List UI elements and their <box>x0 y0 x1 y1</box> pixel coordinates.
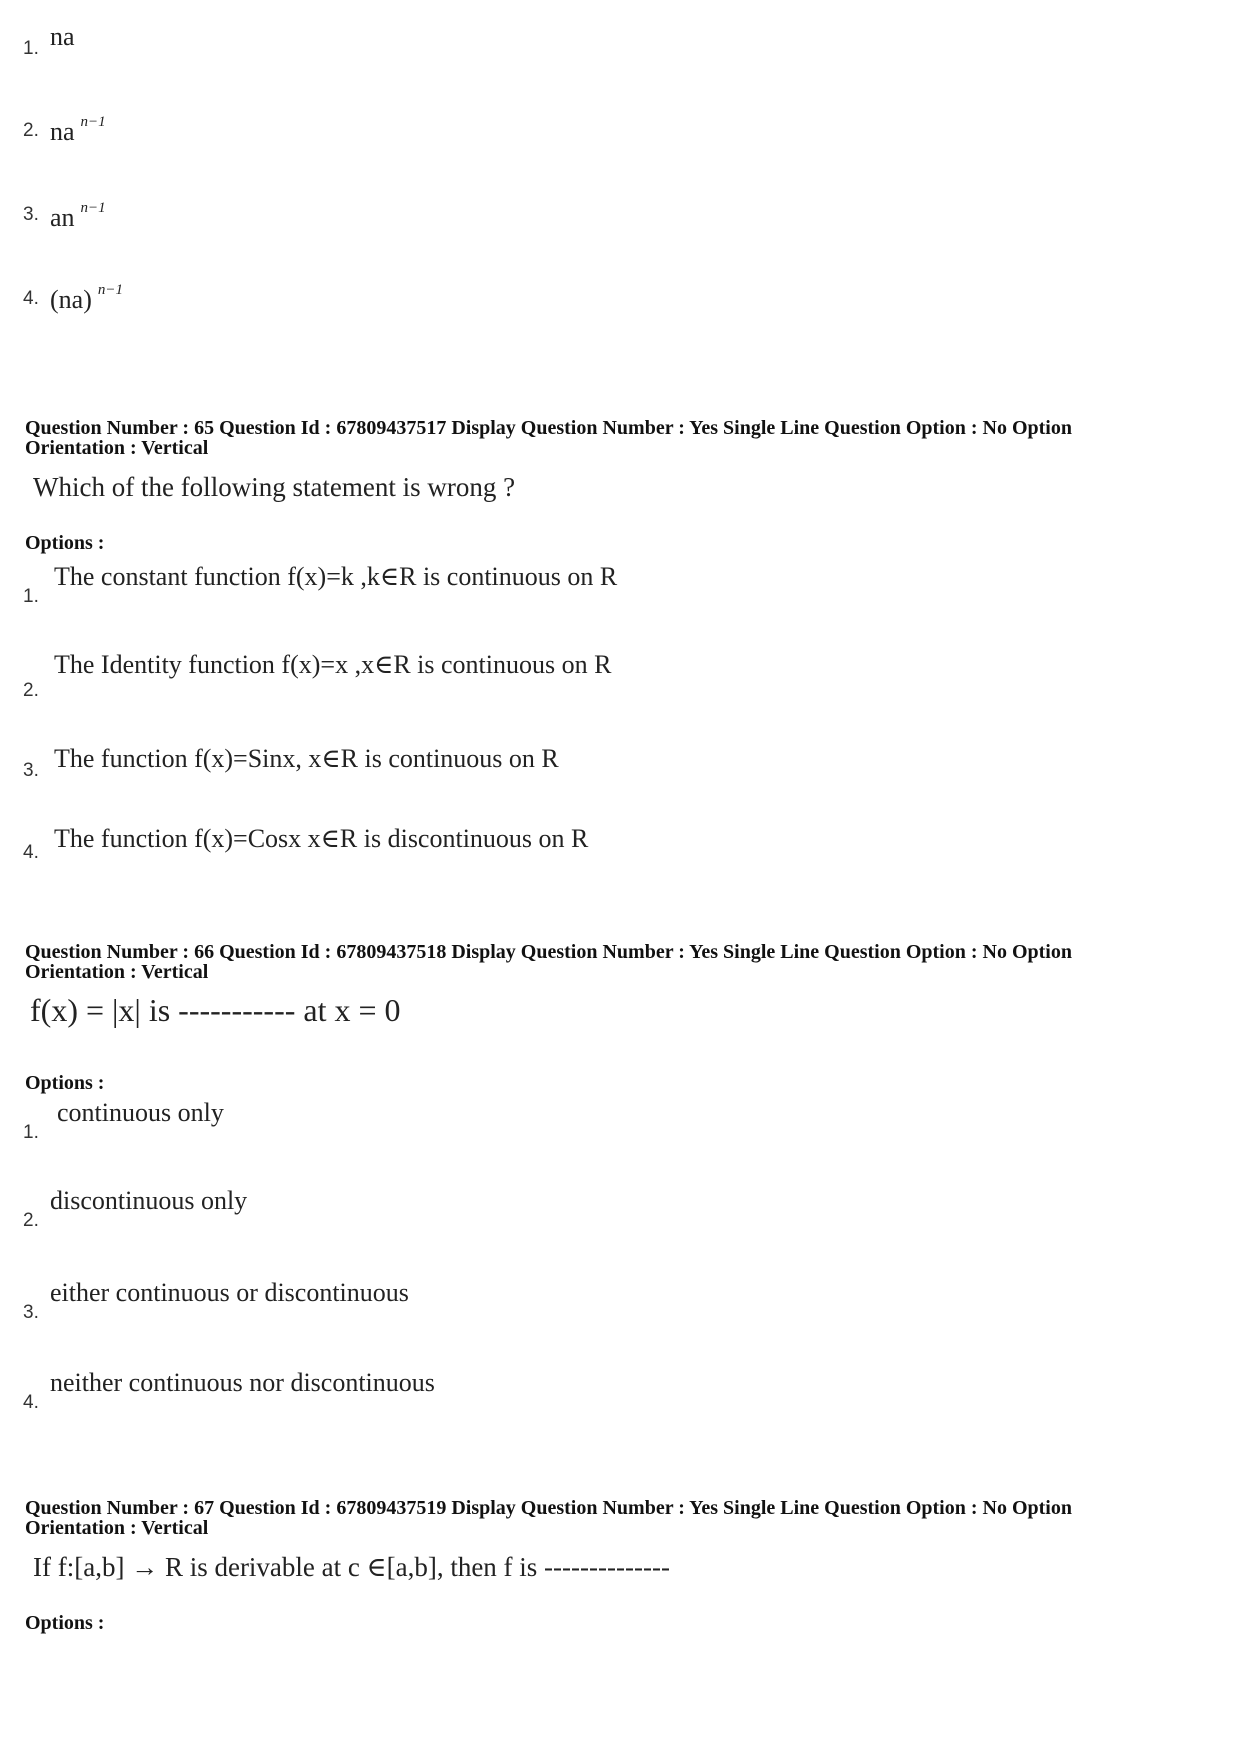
question-meta-line2: Orientation : Vertical <box>25 961 209 983</box>
option-text <box>50 282 123 315</box>
option-text: The Identity function f(x)=x ,x∈R is continuous on R <box>54 650 612 679</box>
question-meta-line1: Question Number : 67 Question Id : 67809437519 Display Question Number : Yes Single Line Question Option : No Option <box>25 1497 1072 1519</box>
question-meta <box>25 942 1215 982</box>
option-number: 3. <box>23 204 39 225</box>
option-number: 1. <box>23 38 39 59</box>
option-text: discontinuous only <box>50 1186 248 1215</box>
option-number: 1. <box>23 586 39 607</box>
question-meta-line1: Question Number : 66 Question Id : 67809437518 Display Question Number : Yes Single Line Question Option : No Option <box>25 941 1072 963</box>
question-meta-line2: Orientation : Vertical <box>25 437 209 459</box>
question-text: If f:[a,b] → R is derivable at c ∈[a,b], then f is -------------- <box>33 1552 670 1582</box>
option-base: (na) <box>50 285 92 314</box>
question-meta <box>25 418 1215 458</box>
option-number: 2. <box>23 680 39 701</box>
options-label: Options : <box>25 1612 105 1634</box>
option-number: 2. <box>23 120 39 141</box>
question-meta-line2: Orientation : Vertical <box>25 1517 209 1539</box>
option-number: 4. <box>23 288 39 309</box>
option-exponent: n−1 <box>80 114 106 130</box>
option-text <box>50 114 106 147</box>
option-text: neither continuous nor discontinuous <box>50 1368 435 1397</box>
option-text <box>50 22 75 52</box>
options-label: Options : <box>25 1072 105 1094</box>
option-number: 3. <box>23 1302 39 1323</box>
option-base: na <box>50 117 75 146</box>
question-meta <box>25 1498 1215 1538</box>
option-number: 4. <box>23 1392 39 1413</box>
option-number: 3. <box>23 760 39 781</box>
option-text: continuous only <box>57 1098 224 1127</box>
question-text: Which of the following statement is wrong ? <box>33 472 516 502</box>
option-number: 4. <box>23 842 39 863</box>
option-text: The constant function f(x)=k ,k∈R is continuous on R <box>54 562 618 591</box>
option-text <box>50 200 106 233</box>
option-exponent: n−1 <box>80 200 106 216</box>
option-text: The function f(x)=Cosx x∈R is discontinuous on R <box>54 824 589 853</box>
option-number: 1. <box>23 1122 39 1143</box>
question-text: f(x) = |x| is ----------- at x = 0 <box>30 992 401 1028</box>
option-text: The function f(x)=Sinx, x∈R is continuous on R <box>54 744 559 773</box>
question-meta-line1: Question Number : 65 Question Id : 67809437517 Display Question Number : Yes Single Line Question Option : No Option <box>25 417 1072 439</box>
option-number: 2. <box>23 1210 39 1231</box>
option-base: na <box>50 22 75 51</box>
option-exponent: n−1 <box>97 282 123 298</box>
option-text: either continuous or discontinuous <box>50 1278 409 1307</box>
options-label: Options : <box>25 532 105 554</box>
option-base: an <box>50 203 75 232</box>
